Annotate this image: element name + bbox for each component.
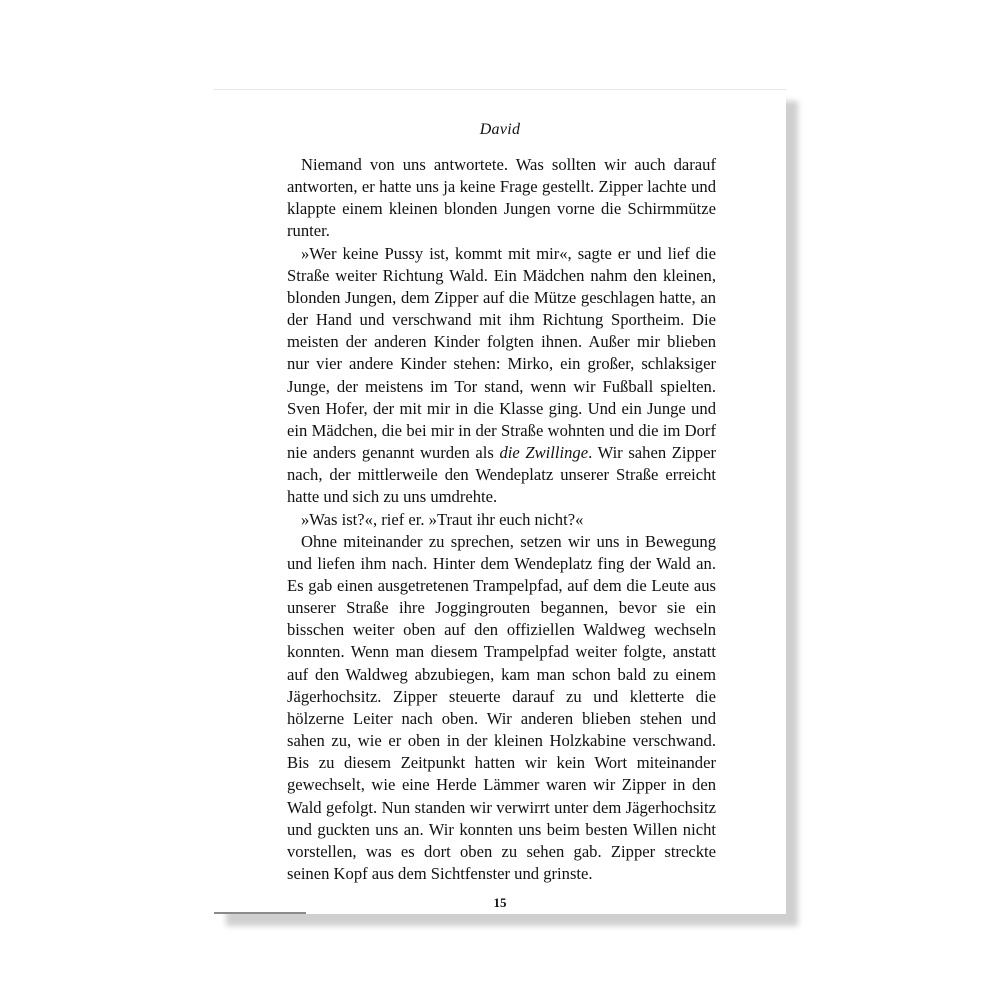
page-edge-line [214, 912, 306, 914]
paragraph [287, 243, 716, 509]
paragraph-text: »Was ist?«, rief er. »Traut ihr euch nicht?« [301, 509, 584, 529]
paragraph [287, 531, 716, 886]
paragraph-text: . Wir sahen Zipper nach, der mittlerweile den Wendeplatz unserer Straße erreicht hatte und sich zu uns umdrehte. [287, 443, 716, 507]
body-text [287, 154, 716, 885]
paragraph-text: Niemand von uns antwortete. Was sollten wir auch darauf antworten, er hatte uns ja keine Frage gestellt. Zipper lachte und klappte einem kleinen blonden Jungen vorne die Schirmmütze runter. [287, 155, 716, 241]
paragraph-text: Ohne miteinander zu sprechen, setzen wir uns in Bewegung und liefen ihm nach. Hinter dem Wendeplatz fing der Wald an. Es gab einen ausgetretenen Trampelpfad, auf dem die Leute aus unserer Straße ihre Joggingrouten begannen, bevor sie ein bisschen weiter oben auf den offiziellen Waldweg wechseln konnten. Wenn man diesem Trampelpfad weiter folgte, anstatt auf den Waldweg abzubiegen, kam man schon bald zu einem Jägerhochsitz. Zipper steuerte darauf zu und kletterte die hölzerne Leiter nach oben. Wir anderen blieben stehen und sahen zu, wie er oben in der kleinen Holzkabine verschwand. Bis zu diesem Zeitpunkt hatten wir kein Wort miteinander gewechselt, wie eine Herde Lämmer waren wir Zipper in den Wald gefolgt. Nun standen wir verwirrt unter dem Jägerhochsitz und guckten uns an. Wir konnten uns beim besten Willen nicht vorstellen, was es dort oben zu sehen gab. Zipper streckte seinen Kopf aus dem Sichtfenster und grinste. [287, 531, 716, 883]
page-number: 15 [493, 895, 507, 910]
paragraph [287, 509, 716, 531]
running-head: David [479, 121, 521, 138]
paragraph [287, 154, 716, 243]
emphasis-text: die Zwillinge [499, 443, 589, 463]
paragraph-text: »Wer keine Pussy ist, kommt mit mir«, sagte er und lief die Straße weiter Richtung Wald. Ein Mädchen nahm den kleinen, blonden Jungen, dem Zipper auf die Mütze geschlagen hatte, an der Hand und verschwand mit ihm Richtung Sportheim. Die meisten der anderen Kinder folgten ihnen. Außer mir blieben nur vier andere Kinder stehen: Mirko, ein großer, schlaksiger Junge, der meistens im Tor stand, wenn wir Fußball spielten. Sven Hofer, der mit mir in die Klasse ging. Und ein Junge und ein Mädchen, die bei mir in der Straße wohnten und die im Dorf nie anders genannt wurden als [287, 243, 716, 463]
book-page [214, 89, 786, 914]
